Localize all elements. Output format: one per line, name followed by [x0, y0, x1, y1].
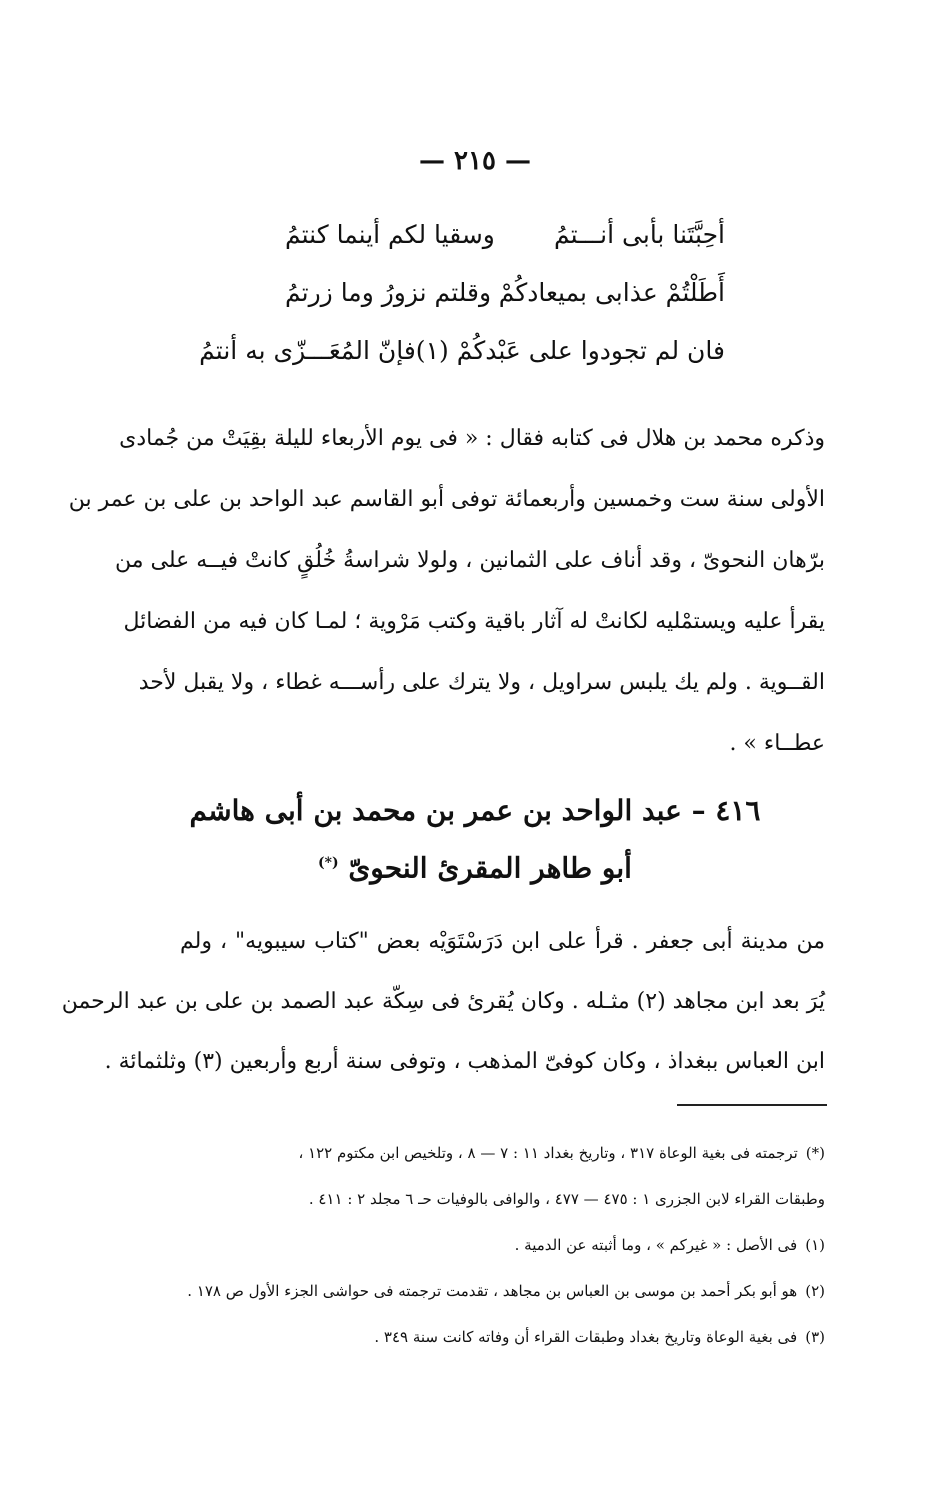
entry-subtitle-text: أبو طاهر المقرئ النحوىّ [348, 851, 632, 885]
body-paragraph [68, 408, 825, 774]
footnote [180, 1314, 825, 1360]
paragraph-line: من مدينة أبى جعفر . قرأ على ابن دَرَسْتَوَيْه بعض "كتاب سيبويه" ، ولم [180, 929, 825, 954]
poem-hemistich-right: أَطَلْتُمْ عذابى بميعادكُمْ [498, 277, 725, 307]
paragraph-line: يقرأ عليه ويستمْليه لكانتْ له آثار باقية وكتب مَرْوية ؛ لمـا كان فيه من الفضائل [123, 609, 825, 634]
poem-hemistich-left: فإنّ المُعَـــزّى به أنتمُ [199, 335, 416, 365]
footnote-divider [677, 1104, 827, 1106]
paragraph-line: القــوية . ولم يك يلبس سراويل ، ولا يترك على رأســـه غطاء ، ولا يقبل لأحد [138, 670, 825, 695]
poem-hemistich-right: أحِبَّتَنا بأبى أنـــتمُ [554, 219, 725, 249]
poem-hemistich-left: وسقيا لكم أينما كنتمُ [285, 219, 495, 249]
footnote-mark: (١) [805, 1236, 825, 1254]
paragraph-line: برّهان النحوىّ ، وقد أناف على الثمانين ، ولولا شراسةُ خُلُقٍ كانتْ فيــه على من [114, 548, 825, 573]
footnote [180, 1268, 825, 1314]
footnote [180, 1130, 825, 1176]
footnote-marker: (*) [318, 855, 339, 871]
body-paragraph [61, 912, 825, 1092]
paragraph-line: وذكره محمد بن هلال فى كتابه فقال : « فى يوم الأربعاء لليلة بقِيَتْ من جُمادى [119, 426, 825, 451]
poem-verse [285, 263, 725, 321]
paragraph-line: عطــاء » . [729, 731, 825, 756]
footnote-text: ترجمته فى بغية الوعاة ٣١٧ ، وتاريخ بغداد ١١ : ٧ — ٨ ، وتلخيص ابن مكتوم ١٢٢ ، [298, 1144, 798, 1162]
paragraph-line: يُرَ بعد ابن مجاهد (٢) مثـله . وكان يُقرئ فى سِكّة عبد الصمد بن على بن عبد الرحمن [61, 989, 825, 1014]
page-number: — ٢١٥ — [418, 146, 532, 176]
entry-subtitle [0, 837, 950, 894]
poem-verse [285, 205, 725, 263]
footnote [180, 1222, 825, 1268]
entry-title: ٤١٦ – عبد الواحد بن عمر بن محمد بن أبى هاشم [189, 794, 761, 827]
poem-hemistich-right: فان لم تجودوا على عَبْدكُمْ (١) [415, 335, 725, 365]
entry-heading [0, 785, 950, 894]
footnote [180, 1176, 825, 1222]
paragraph-line: الأولى سنة ست وخمسين وأربعمائة توفى أبو القاسم عبد الواحد بن على بن عمر بن [68, 487, 825, 512]
paragraph-line: ابن العباس ببغداذ ، وكان كوفىّ المذهب ، وتوفى سنة أربع وأربعين (٣) وثلثمائة . [104, 1049, 825, 1074]
footnote-mark: (٢) [805, 1282, 825, 1300]
footnotes [180, 1130, 825, 1360]
poem [199, 205, 725, 379]
footnote-text: هو أبو بكر أحمد بن موسى بن العباس بن مجاهد ، تقدمت ترجمته فى حواشى الجزء الأول ص ١٧٨ . [187, 1282, 798, 1300]
footnote-mark: (*) [805, 1144, 825, 1162]
footnote-mark: (٣) [805, 1328, 825, 1346]
footnote-text: فى الأصل : « غيركم » ، وما أثبته عن الدمية . [514, 1236, 798, 1254]
footnote-text: وطبقات القراء لابن الجزرى ١ : ٤٧٥ — ٤٧٧ ، والوافى بالوفيات حـ ٦ مجلد ٢ : ٤١١ . [308, 1190, 825, 1208]
poem-hemistich-left: وقلتم نزورُ وما زرتمُ [285, 277, 492, 307]
footnote-text: فى بغية الوعاة وتاريخ بغداد وطبقات القراء أن وفاته كانت سنة ٣٤٩ . [374, 1328, 798, 1346]
poem-verse [199, 321, 725, 379]
